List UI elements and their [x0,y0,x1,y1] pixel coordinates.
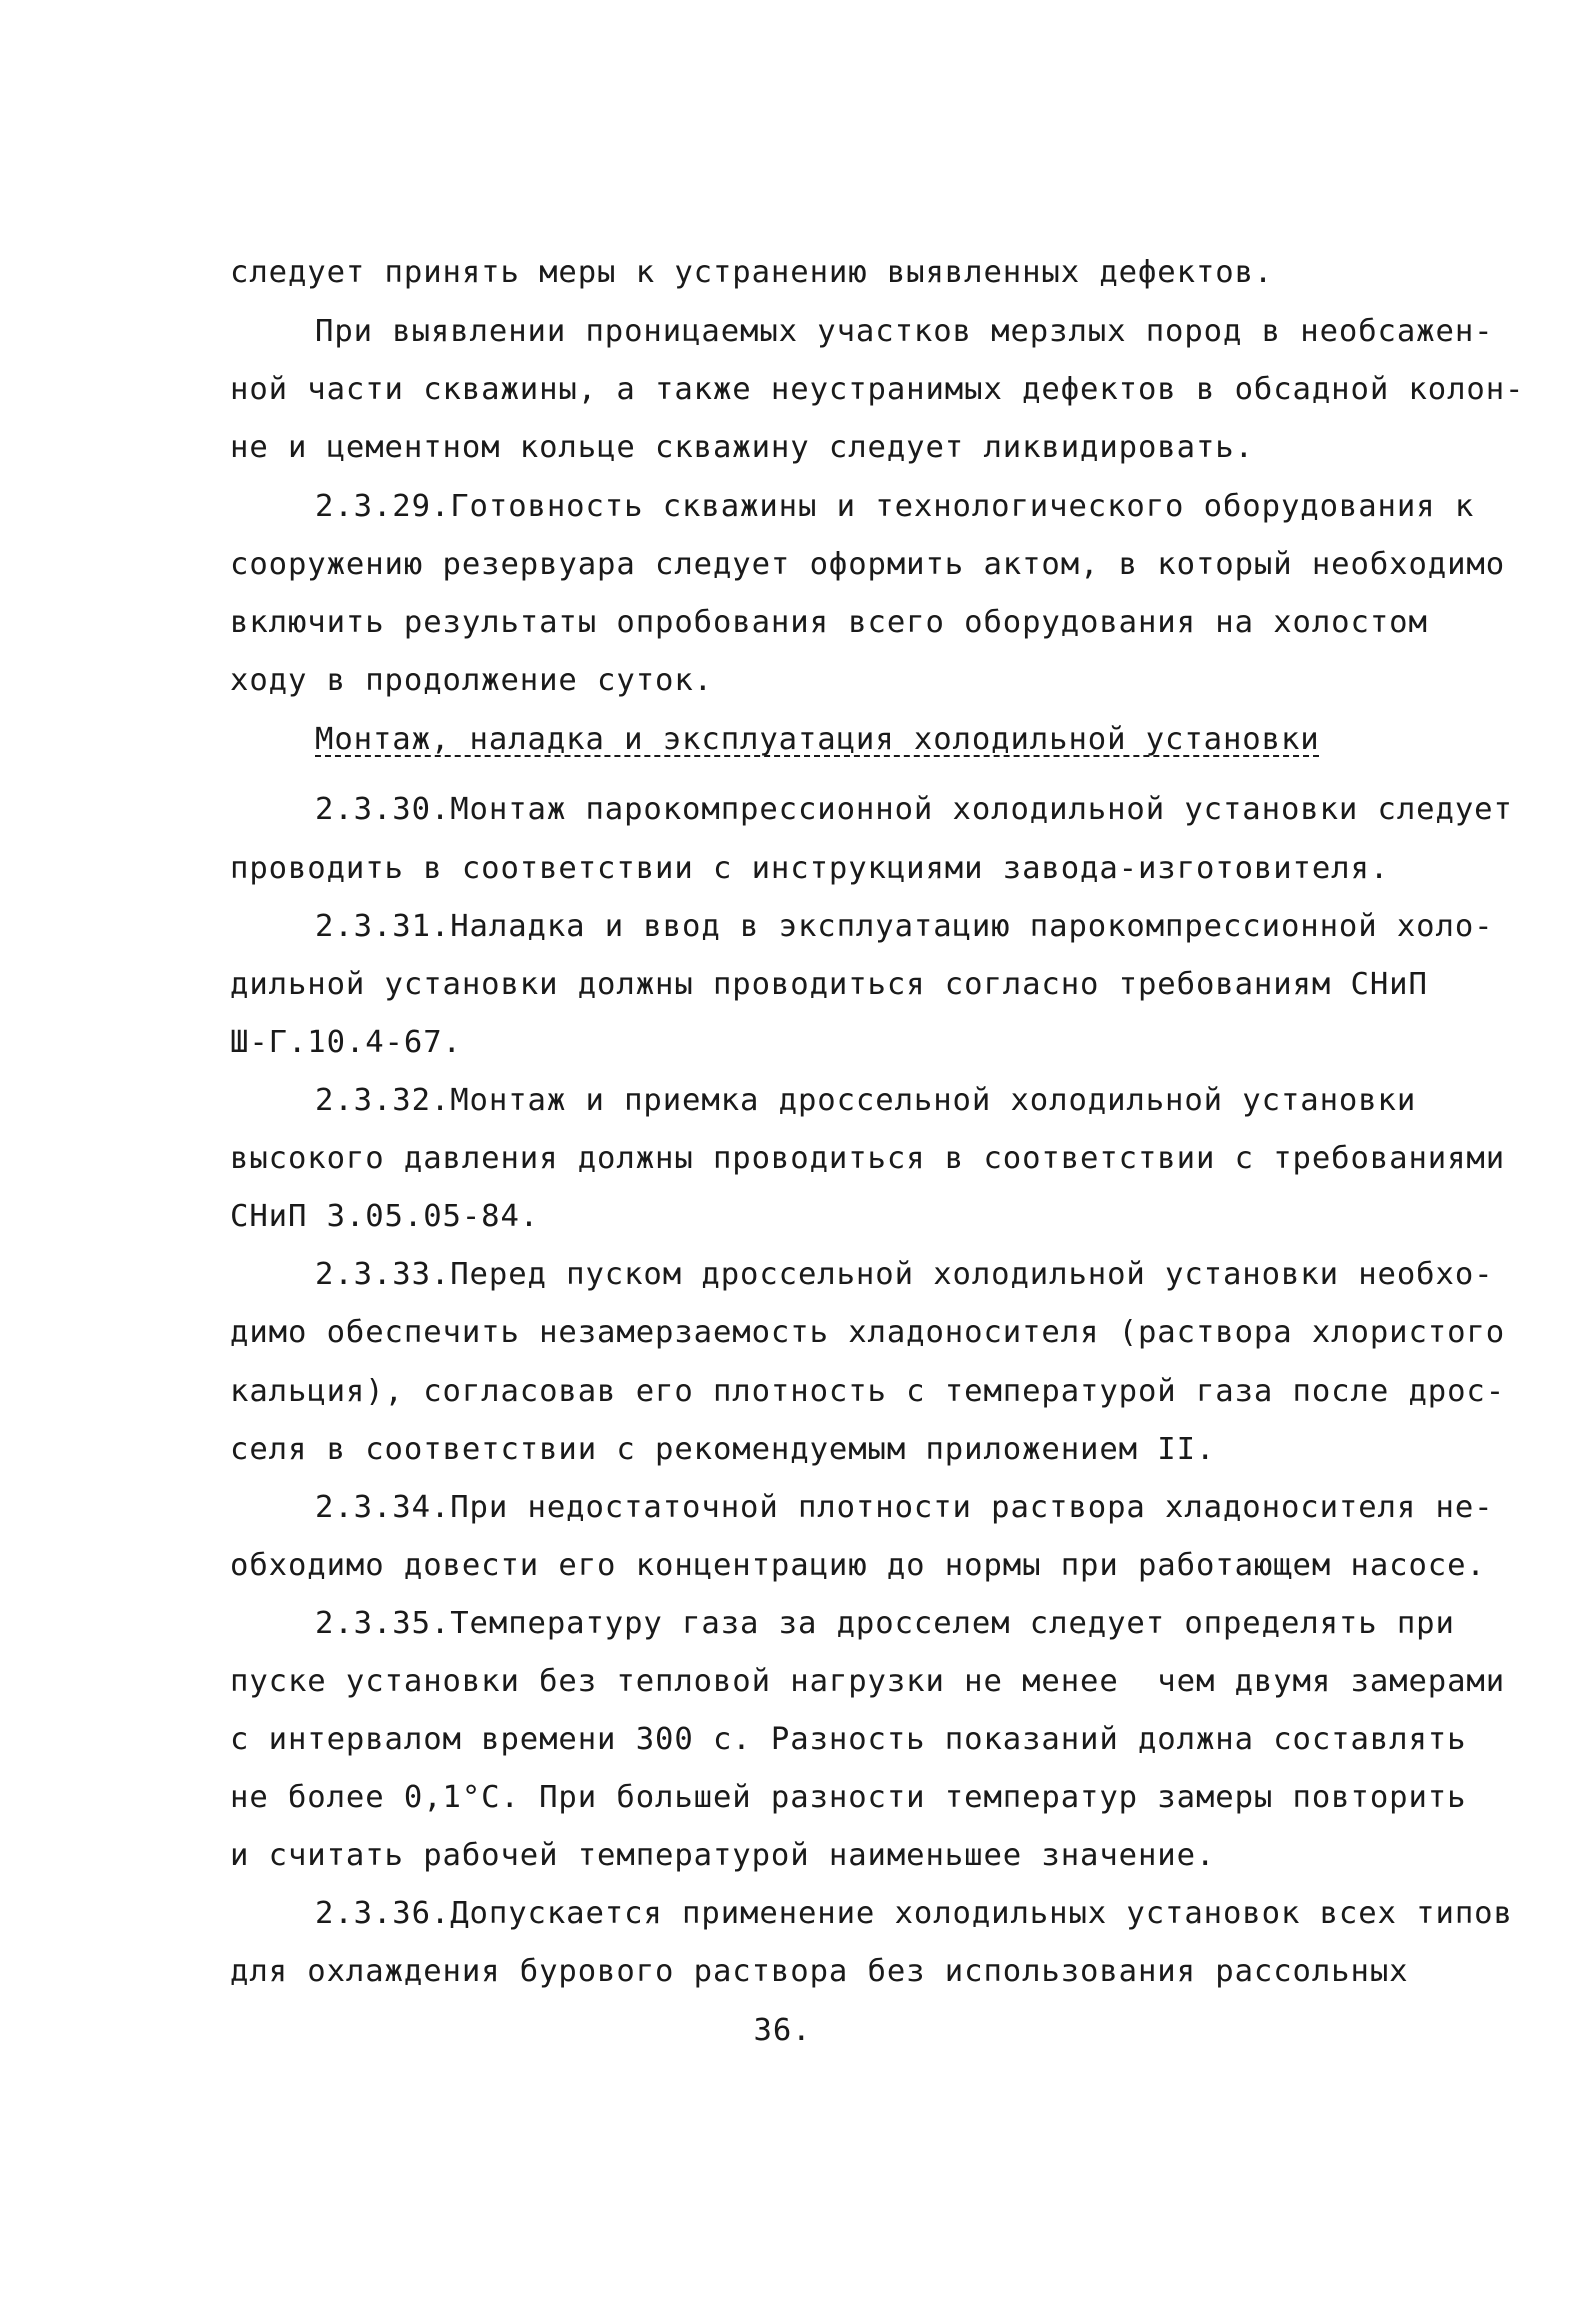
text-line: селя в соответствии с рекомендуемым приложением II. [230,1432,1216,1467]
text-line: обходимо довести его концентрацию до нормы при работающем насосе. [230,1548,1486,1583]
text-line: включить результаты опробования всего оборудования на холостом [230,605,1428,640]
section-2-3-36: 2.3.36.Допускается применение холодильных установок всех типов [315,1896,1513,1931]
text-line: кальция), согласовав его плотность с температурой газа после дрос- [230,1374,1506,1409]
text-line: не и цементном кольце скважину следует ликвидировать. [230,430,1254,465]
text-line: сооружению резервуара следует оформить актом, в который необходимо [230,547,1506,582]
section-2-3-32: 2.3.32.Монтаж и приемка дроссельной холодильной установки [315,1083,1417,1118]
text-line: для охлаждения бурового раствора без использования рассольных [230,1954,1409,1989]
section-heading: Монтаж, наладка и эксплуатация холодильной установки [315,722,1320,757]
section-2-3-33: 2.3.33.Перед пуском дроссельной холодильной установки необхо- [315,1257,1494,1292]
section-2-3-29: 2.3.29.Готовность скважины и технологического оборудования к [315,489,1475,524]
text-line: пуске установки без тепловой нагрузки не менее чем двумя замерами [230,1664,1506,1699]
text-line: с интервалом времени 300 с. Разность показаний должна составлять [230,1722,1467,1757]
text-line: следует принять меры к устранению выявленных дефектов. [230,255,1274,290]
text-line: высокого давления должны проводиться в соответствии с требованиями [230,1141,1506,1176]
section-2-3-35: 2.3.35.Температуру газа за дросселем следует определять при [315,1606,1455,1641]
text-line: не более 0,1°С. При большей разности температур замеры повторить [230,1780,1467,1815]
text-line: ной части скважины, а также неустранимых дефектов в обсадной колон- [230,372,1525,407]
text-line: и считать рабочей температурой наименьшее значение. [230,1838,1216,1873]
page-number-text: 36. [753,2013,812,2048]
text-line: СНиП 3.05.05-84. [230,1199,540,1234]
page-number [0,2013,1595,2049]
text-line: дильной установки должны проводиться согласно требованиям СНиП [230,967,1428,1002]
section-2-3-34: 2.3.34.При недостаточной плотности раствора хладоносителя не- [315,1490,1494,1525]
text-line: Ш-Г.10.4-67. [230,1025,462,1060]
section-2-3-30: 2.3.30.Монтаж парокомпрессионной холодильной установки следует [315,792,1513,827]
text-line: ходу в продолжение суток. [230,663,713,698]
text-line: проводить в соответствии с инструкциями завода-изготовителя. [230,851,1390,886]
text-line: При выявлении проницаемых участков мерзлых пород в необсажен- [315,314,1494,349]
section-2-3-31: 2.3.31.Наладка и ввод в эксплуатацию парокомпрессионной холо- [315,909,1494,944]
text-line: димо обеспечить незамерзаемость хладоносителя (раствора хлористого [230,1315,1506,1350]
